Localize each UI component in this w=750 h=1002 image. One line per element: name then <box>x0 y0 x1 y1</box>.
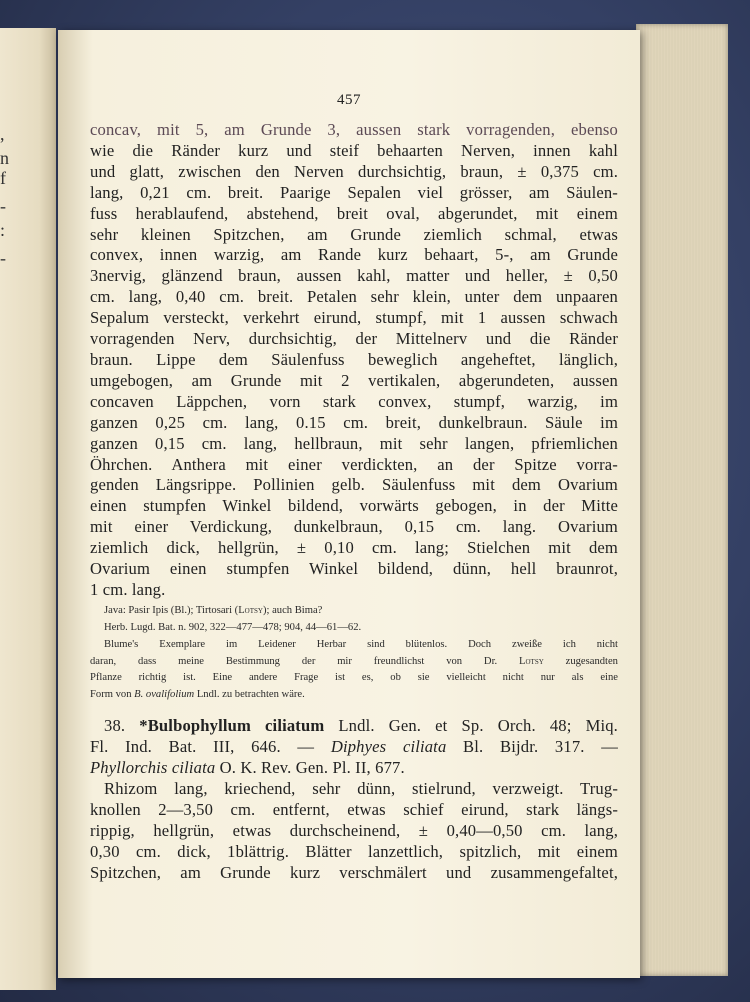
text-line: sehr kleinen Spitzchen, am Grunde ziemlich schmal, etwas <box>90 224 618 244</box>
species-synonym-line: Fl. Ind. Bat. III, 646. — Diphyes ciliata Bl. Bijdr. 317. — <box>90 737 618 757</box>
page-number: 457 <box>337 92 361 108</box>
text-line: 0,30 cm. dick, 1blättrig. Blätter lanzettlich, spitzlich, mit einem <box>90 841 618 861</box>
page-edges <box>636 24 728 976</box>
left-page-fragment: - <box>0 248 6 268</box>
body-paragraph <box>90 120 618 601</box>
text-line: Spitzchen, am Grunde kurz verschmälert und zusammengefaltet, <box>90 862 618 882</box>
left-page-fragment: - <box>0 196 6 216</box>
book-page <box>58 30 640 978</box>
page-text <box>90 120 618 884</box>
note-line: Pflanze richtig ist. Eine andere Frage ist es, ob sie vielleicht nicht nur als eine <box>90 672 618 684</box>
species-description <box>90 779 618 884</box>
text-line: genden Längsrippe. Pollinien gelb. Säulenfuss mit dem Ovarium <box>90 475 618 495</box>
text-line: Ovarium einen stumpfen Winkel bildend, dünn, hell braunrot, <box>90 559 618 579</box>
note-line: Form von B. ovalifolium Lndl. zu betrachten wäre. <box>90 689 305 701</box>
text-line: und glatt, zwischen den Nerven durchsichtig, braun, ± 0,375 cm. <box>90 161 618 181</box>
text-line: rippig, hellgrün, etwas durchscheinend, ± 0,40—0,50 cm. lang, <box>90 820 618 840</box>
text-line: vorragenden Nerv, durchsichtig, der Mittelnerv und die Ränder <box>90 329 618 349</box>
text-line: 1 cm. lang. <box>90 579 166 599</box>
left-page-edge <box>0 28 56 990</box>
species-name: *Bulbophyllum ciliatum <box>139 716 325 736</box>
text-line: concav, mit 5, am Grunde 3, aussen stark vorragenden, ebenso <box>90 120 618 139</box>
text-line: ganzen 0,25 cm. lang, 0.15 cm. breit, dunkelbraun. Säule im <box>90 412 618 432</box>
text-line: braun. Lippe dem Säulenfuss beweglich angeheftet, länglich, <box>90 349 618 369</box>
left-page-fragment: f <box>0 168 6 188</box>
text-line: fuss herablaufend, abstehend, breit oval, abgerundet, mit einem <box>90 203 618 223</box>
species-synonym-line: Phyllorchis ciliata O. K. Rev. Gen. Pl. II, 677. <box>90 758 405 778</box>
species-title-line: 38. *Bulbophyllum ciliatum Lndl. Gen. et Sp. Orch. 48; Miq. <box>104 716 618 736</box>
text-line: knollen 2—3,50 cm. entfernt, etwas schief eirund, stark längs- <box>90 799 618 819</box>
text-line: mit einer Verdickung, dunkelbraun, 0,15 cm. lang. Ovarium <box>90 517 618 537</box>
text-line: ziemlich dick, hellgrün, ± 0,10 cm. lang; Stielchen mit dem <box>90 538 618 558</box>
note-locality: Java: Pasir Ipis (Bl.); Tirtosari (Lotsy); auch Bima? <box>104 604 323 616</box>
text-line: Öhrchen. Anthera mit einer verdickten, an der Spitze vorra- <box>90 454 618 474</box>
specimen-notes <box>90 603 618 704</box>
left-page-fragment: , <box>0 124 5 144</box>
text-line: wie die Ränder kurz und steif behaarten Nerven, innen kahl <box>90 140 618 160</box>
note-line: Blume's Exemplare im Leidener Herbar sind blütenlos. Doch zweiße ich nicht <box>104 638 618 650</box>
text-line: cm. lang, 0,40 cm. breit. Petalen sehr klein, unter dem unpaaren <box>90 287 618 307</box>
text-line: lang, 0,21 cm. breit. Paarige Sepalen viel grösser, am Säulen- <box>90 182 618 202</box>
text-line: einen stumpfen Winkel bildend, vorwärts gebogen, in der Mitte <box>90 496 618 516</box>
species-heading <box>90 716 618 779</box>
text-line: ganzen 0,15 cm. lang, hellbraun, mit sehr langen, pfriemlichen <box>90 433 618 453</box>
note-herbarium: Herb. Lugd. Bat. n. 902, 322—477—478; 904, 44—61—62. <box>104 621 362 633</box>
text-line: concaven Läppchen, vorn stark convex, stumpf, warzig, im <box>90 391 618 411</box>
text-line: convex, innen warzig, am Rande kurz behaart, 5-, am Grunde <box>90 245 618 265</box>
text-line: Sepalum versteckt, verkehrt eirund, stumpf, mit 1 aussen schwach <box>90 308 618 328</box>
note-line: daran, dass meine Bestimmung der mir freundlichst von Dr. Lotsy zugesandten <box>90 655 618 667</box>
left-page-fragment: n <box>0 148 9 168</box>
text-line: 3nervig, glänzend braun, aussen kahl, matter und heller, ± 0,50 <box>90 266 618 286</box>
left-page-fragment: : <box>0 220 6 240</box>
text-line: Rhizom lang, kriechend, sehr dünn, stielrund, verzweigt. Trug- <box>104 779 618 798</box>
text-line: umgebogen, am Grunde mit 2 vertikalen, abgerundeten, aussen <box>90 370 618 390</box>
